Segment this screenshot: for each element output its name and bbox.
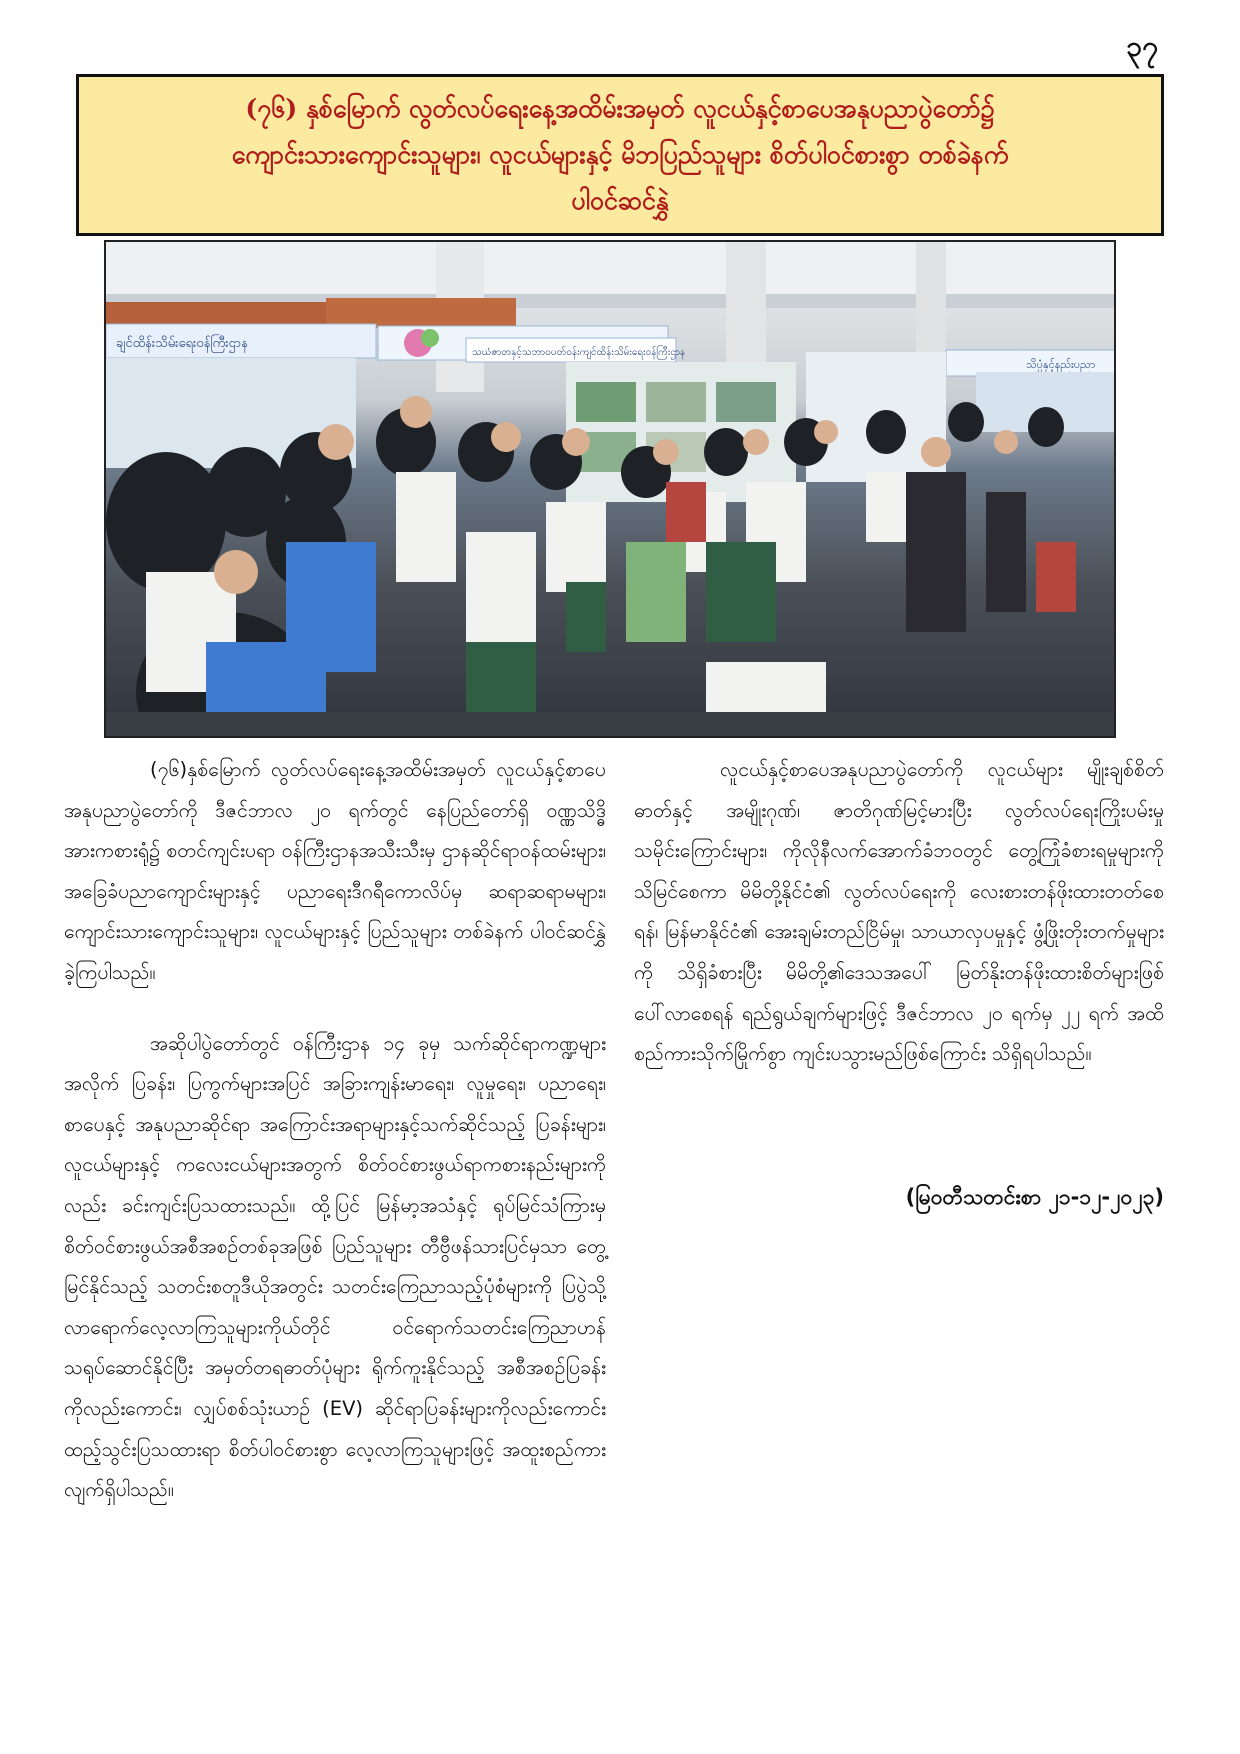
article-paragraph-3: လူငယ်နှင့်စာပေအနုပညာပွဲတော်ကို လူငယ်များ မျိုးချစ်စိတ်ဓာတ်နှင့် အမျိုးဂုဏ်၊ ဇာတိဂုဏ်မြင့်မားပြီး လွတ်လပ်ရေးကြိုးပမ်းမှု သမိုင်းကြောင်းများ၊ ကိုလိုနီလက်အောက်ခံဘဝတွင် တွေ့ကြုံခံစားရမှုများကို သိမြင်စေကာ မိမိတို့နိုင်ငံ၏ လွတ်လပ်ရေးကို လေးစားတန်ဖိုးထားတတ်စေရန်၊ မြန်မာနိုင်ငံ၏ အေးချမ်းတည်ငြိမ်မှု၊ သာယာလှပမှုနှင့် ဖွံ့ဖြိုးတိုးတက်မှုများကို သိရှိခံစားပြီး မိမိတို့၏ဒေသအပေါ် မြတ်နိုးတန်ဖိုးထားစိတ်များဖြစ်ပေါ်လာစေရန် ရည်ရွယ်ချက်များဖြင့် ဒီဇင်ဘာလ ၂၀ ရက်မှ ၂၂ ရက် အထိ စည်ကားသိုက်မြိုက်စွာ ကျင်းပသွားမည်ဖြစ်ကြောင်း သိရှိရပါသည်။ [634, 758, 1164, 1066]
headline-box [76, 74, 1164, 236]
headline-line-2: ကျောင်းသားကျောင်းသူများ၊ လူငယ်များနှင့် မိဘပြည်သူများ စိတ်ပါဝင်စားစွာ တစ်ခဲနက် [231, 140, 1009, 169]
source-credit: (မြဝတီသတင်းစာ ၂၁-၁၂-၂၀၂၃) [905, 1185, 1164, 1209]
page-number: ၃၇ [1126, 30, 1158, 63]
headline-line-1: (၇၆) နှစ်မြောက် လွတ်လပ်ရေးနေ့အထိမ်းအမှတ် လူငယ်နှင့်စာပေအနုပညာပွဲတော်၌ [245, 94, 995, 123]
article-left-column [64, 750, 606, 1541]
article-paragraph-1: (၇၆)နှစ်မြောက် လွတ်လပ်ရေးနေ့အထိမ်းအမှတ် လူငယ်နှင့်စာပေအနုပညာပွဲတော်ကို ဒီဇင်ဘာလ ၂၀ ရက်တွင် နေပြည်တော်ရှိ ဝဏ္ဏသိဒ္ဓိအားကစားရုံ၌ စတင်ကျင်းပရာ ဝန်ကြီးဌာနအသီးသီးမှ ဌာနဆိုင်ရာဝန်ထမ်းများ၊ အခြေခံပညာကျောင်းများနှင့် ပညာရေးဒီဂရီကောလိပ်မှ ဆရာဆရာမများ၊ ကျောင်းသားကျောင်းသူများ၊ လူငယ်များနှင့် ပြည်သူများ တစ်ခဲနက် ပါဝင်ဆင်နွှဲခဲ့ကြပါသည်။ [64, 758, 606, 984]
article-right-column [634, 750, 1164, 1105]
headline-line-3: ပါဝင်ဆင်နွှဲ [571, 186, 669, 215]
event-photo [104, 240, 1116, 738]
exhibition-crowd-illustration [106, 242, 1116, 738]
banner-left-text: ချင်ထိန်းသိမ်းရေးဝန်ကြီးဌာန [116, 336, 248, 351]
banner-right-text: သိပ္ပံနှင့်နည်းပညာ [1026, 358, 1096, 371]
article-paragraph-2: အဆိုပါပွဲတော်တွင် ဝန်ကြီးဌာန ၁၄ ခုမှ သက်ဆိုင်ရာကဏ္ဍများအလိုက် ပြခန်း၊ ပြကွက်များအပြင် အခြားကျန်းမာရေး၊ လူမှုရေး၊ ပညာရေး၊ စာပေနှင့် အနုပညာဆိုင်ရာ အကြောင်းအရာများနှင့်သက်ဆိုင်သည့် ပြခန်းများ၊ လူငယ်များနှင့် ကလေးငယ်များအတွက် စိတ်ဝင်စားဖွယ်ရာကစားနည်းများကိုလည်း ခင်းကျင်းပြသထားသည်။ ထို့ပြင် မြန်မာ့အသံနှင့် ရုပ်မြင်သံကြားမှ စိတ်ဝင်စားဖွယ်အစီအစဉ်တစ်ခုအဖြစ် ပြည်သူများ တီဗွီဖန်သားပြင်မှသာ တွေ့မြင်နိုင်သည့် သတင်းစတူဒီယိုအတွင်း သတင်းကြေညာသည့်ပုံစံများကို ပြပွဲသို့လာရောက်လေ့လာကြသူများကိုယ်တိုင် ဝင်ရောက်သတင်းကြေညာဟန် သရုပ်ဆောင်နိုင်ပြီး အမှတ်တရဓာတ်ပုံများ ရိုက်ကူးနိုင်သည့် အစီအစဉ်ပြခန်းကိုလည်းကောင်း၊ လျှပ်စစ်သုံးယာဉ် (EV) ဆိုင်ရာပြခန်းများကိုလည်းကောင်း ထည့်သွင်းပြသထားရာ စိတ်ပါဝင်စားစွာ လေ့လာကြသူများဖြင့် အထူးစည်ကားလျက်ရှိပါသည်။ [64, 1031, 606, 1502]
banner-center-text: သယံဇာတနှင့်သဘာဝပတ်ဝန်းကျင်ထိန်းသိမ်းရေးဝန်ကြီးဌာန [472, 347, 686, 358]
